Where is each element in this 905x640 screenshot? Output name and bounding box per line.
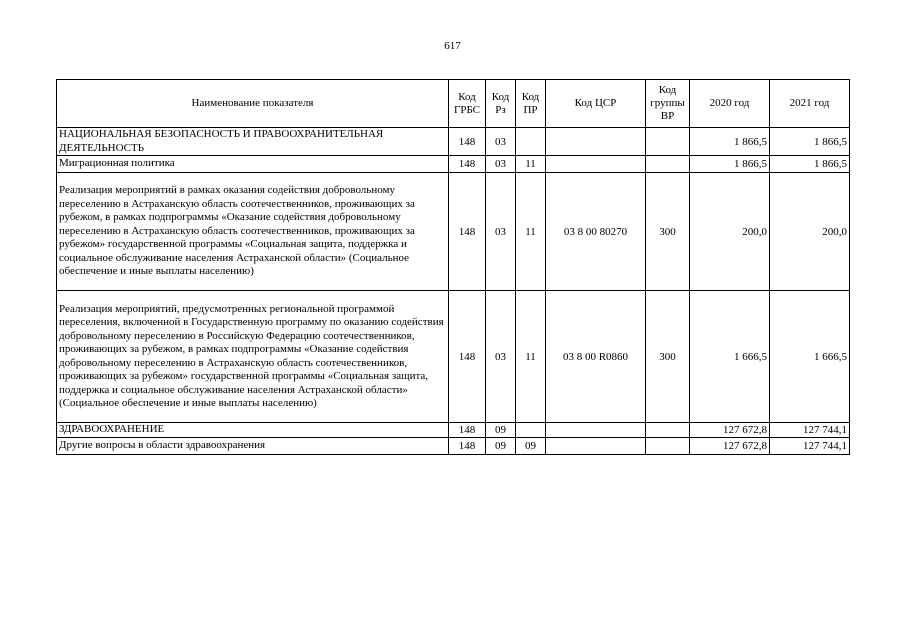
row-rz: 03 (486, 291, 516, 423)
row-name: Другие вопросы в области здравоохранения (57, 438, 449, 455)
col-header-csr: Код ЦСР (546, 80, 646, 128)
row-name: НАЦИОНАЛЬНАЯ БЕЗОПАСНОСТЬ И ПРАВООХРАНИТЕЛЬНАЯ ДЕЯТЕЛЬНОСТЬ (57, 128, 449, 156)
col-header-2021: 2021 год (770, 80, 850, 128)
row-pr: 11 (516, 291, 546, 423)
row-grbs: 148 (449, 291, 486, 423)
col-header-vr: Код группы ВР (646, 80, 690, 128)
row-vr: 300 (646, 173, 690, 291)
col-header-name: Наименование показателя (57, 80, 449, 128)
header-row (57, 80, 850, 128)
row-vr (646, 156, 690, 173)
row-2021: 1 866,5 (770, 128, 850, 156)
row-grbs: 148 (449, 173, 486, 291)
row-2021: 127 744,1 (770, 438, 850, 455)
row-csr (546, 156, 646, 173)
row-2021: 1 866,5 (770, 156, 850, 173)
table-row (57, 156, 850, 173)
row-name: Миграционная политика (57, 156, 449, 173)
row-grbs: 148 (449, 423, 486, 438)
row-rz: 03 (486, 156, 516, 173)
row-vr (646, 423, 690, 438)
row-2021: 1 666,5 (770, 291, 850, 423)
table-row (57, 438, 850, 455)
row-name: Реализация мероприятий в рамках оказания содействия добровольному переселению в Астраханскую область соотечественников, проживающих за рубежом, в рамках подпрограммы «Оказание содействия добровольному переселению в Астраханскую область соотечественников, проживающих за рубежом» государственной программы «Социальная защита, поддержка и социальное обслуживание населения Астраханской области» (Социальное обеспечение и иные выплаты населению) (57, 173, 449, 291)
row-pr (516, 423, 546, 438)
row-2021: 200,0 (770, 173, 850, 291)
row-pr: 11 (516, 173, 546, 291)
row-csr: 03 8 00 80270 (546, 173, 646, 291)
row-name: ЗДРАВООХРАНЕНИЕ (57, 423, 449, 438)
row-csr (546, 438, 646, 455)
row-rz: 09 (486, 438, 516, 455)
row-pr: 09 (516, 438, 546, 455)
row-2020: 200,0 (690, 173, 770, 291)
table-row (57, 291, 850, 423)
row-rz: 09 (486, 423, 516, 438)
table-row (57, 128, 850, 156)
row-pr: 11 (516, 156, 546, 173)
budget-table (56, 79, 850, 455)
row-rz: 03 (486, 173, 516, 291)
row-2020: 1 866,5 (690, 128, 770, 156)
row-vr (646, 438, 690, 455)
page-number: 617 (444, 40, 461, 52)
row-grbs: 148 (449, 156, 486, 173)
row-pr (516, 128, 546, 156)
row-vr: 300 (646, 291, 690, 423)
table-row (57, 173, 850, 291)
row-2020: 1 666,5 (690, 291, 770, 423)
col-header-grbs: Код ГРБС (449, 80, 486, 128)
col-header-2020: 2020 год (690, 80, 770, 128)
col-header-pr: Код ПР (516, 80, 546, 128)
row-2021: 127 744,1 (770, 423, 850, 438)
row-csr (546, 423, 646, 438)
row-2020: 1 866,5 (690, 156, 770, 173)
row-csr (546, 128, 646, 156)
col-header-rz: Код Рз (486, 80, 516, 128)
row-rz: 03 (486, 128, 516, 156)
row-grbs: 148 (449, 128, 486, 156)
row-2020: 127 672,8 (690, 423, 770, 438)
row-2020: 127 672,8 (690, 438, 770, 455)
row-vr (646, 128, 690, 156)
row-csr: 03 8 00 R0860 (546, 291, 646, 423)
row-grbs: 148 (449, 438, 486, 455)
row-name: Реализация мероприятий, предусмотренных региональной программой переселения, включенной в Государственную программу по оказанию содействия добровольному переселению в Российскую Федерацию соотечественников, проживающих за рубежом, в рамках подпрограммы «Оказание содействия добровольному переселению в Астраханскую область соотечественников, проживающих за рубежом» государственной программы «Социальная защита, поддержка и социальное обслуживание населения Астраханской области» (Социальное обеспечение и иные выплаты населению) (57, 291, 449, 423)
table-row (57, 423, 850, 438)
